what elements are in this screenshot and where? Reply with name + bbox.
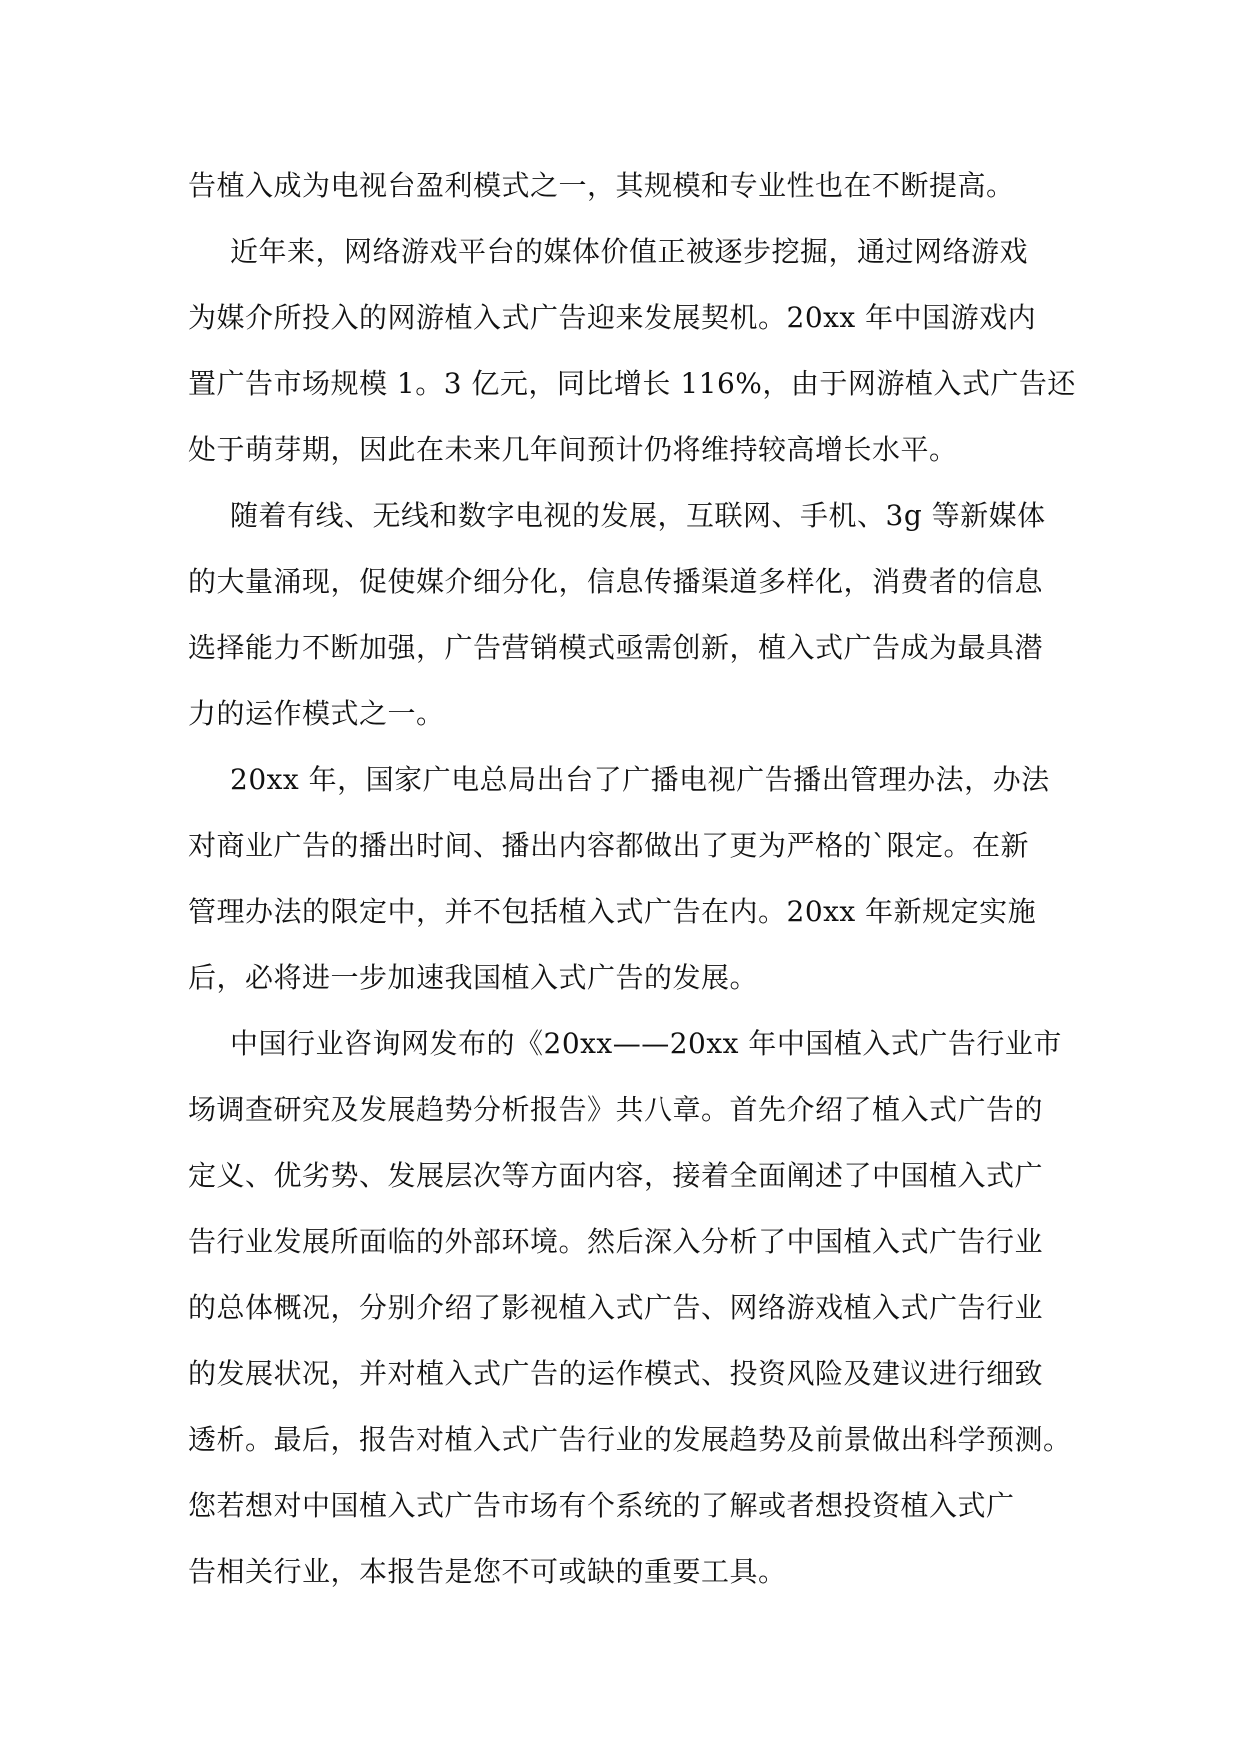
paragraph-first-line: 近年来，网络游戏平台的媒体价值正被逐步挖掘，通过网络游戏 — [230, 235, 1029, 268]
text-line: 管理办法的限定中，并不包括植入式广告在内。20xx 年新规定实施 — [188, 895, 1037, 928]
text-line: 的发展状况，并对植入式广告的运作模式、投资风险及建议进行细致 — [188, 1357, 1044, 1390]
text-line: 的总体概况，分别介绍了影视植入式广告、网络游戏植入式广告行业 — [188, 1291, 1044, 1324]
text-line: 力的运作模式之一。 — [188, 697, 445, 730]
text-line: 为媒介所投入的网游植入式广告迎来发展契机。20xx 年中国游戏内 — [188, 301, 1037, 334]
paragraph-first-line: 随着有线、无线和数字电视的发展，互联网、手机、3g 等新媒体 — [230, 499, 1046, 532]
text-line: 告植入成为电视台盈利模式之一，其规模和专业性也在不断提高。 — [188, 169, 1015, 202]
text-line: 定义、优劣势、发展层次等方面内容，接着全面阐述了中国植入式广 — [188, 1159, 1044, 1192]
text-line: 处于萌芽期，因此在未来几年间预计仍将维持较高增长水平。 — [188, 433, 958, 466]
document-body — [188, 153, 1076, 1605]
text-line: 告行业发展所面临的外部环境。然后深入分析了中国植入式广告行业 — [188, 1225, 1044, 1258]
text-line: 后，必将进一步加速我国植入式广告的发展。 — [188, 961, 759, 994]
text-line: 透析。最后，报告对植入式广告行业的发展趋势及前景做出科学预测。 — [188, 1423, 1072, 1456]
paragraph-first-line: 20xx 年，国家广电总局出台了广播电视广告播出管理办法，办法 — [230, 763, 1050, 796]
text-line: 的大量涌现，促使媒介细分化，信息传播渠道多样化，消费者的信息 — [188, 565, 1044, 598]
text-line: 您若想对中国植入式广告市场有个系统的了解或者想投资植入式广 — [188, 1489, 1015, 1522]
text-line: 选择能力不断加强，广告营销模式亟需创新，植入式广告成为最具潜 — [188, 631, 1044, 664]
text-line: 告相关行业，本报告是您不可或缺的重要工具。 — [188, 1555, 787, 1588]
text-line: 场调查研究及发展趋势分析报告》共八章。首先介绍了植入式广告的 — [188, 1093, 1044, 1126]
text-line: 置广告市场规模 1。3 亿元，同比增长 116%，由于网游植入式广告还 — [188, 367, 1076, 400]
text-line: 对商业广告的播出时间、播出内容都做出了更为严格的`限定。在新 — [188, 829, 1030, 862]
paragraph-first-line: 中国行业咨询网发布的《20xx——20xx 年中国植入式广告行业市 — [230, 1027, 1062, 1060]
